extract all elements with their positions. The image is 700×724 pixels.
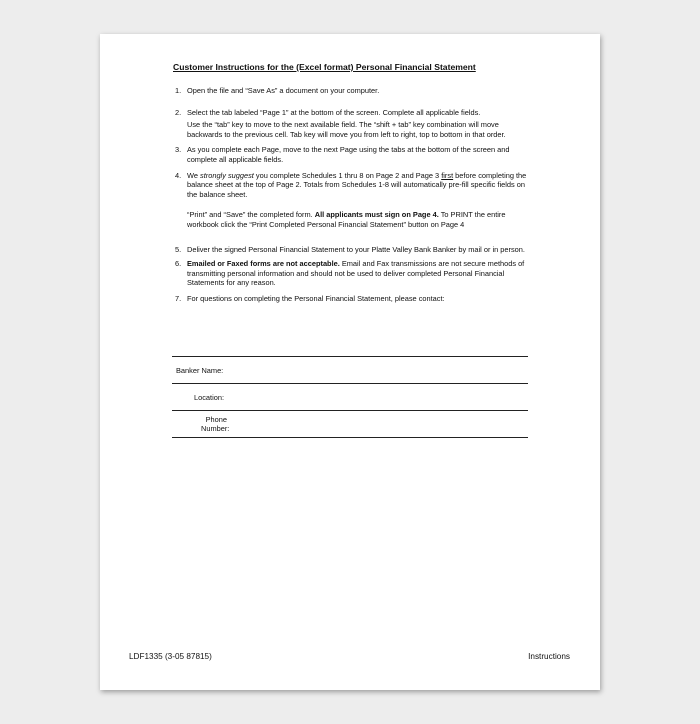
location-row: [172, 383, 528, 410]
emphasis-text: strongly suggest: [200, 170, 254, 180]
instruction-list: [175, 86, 530, 304]
instruction-item-2: [175, 108, 530, 140]
footer-form-number: LDF1335 (3-05 87815): [129, 652, 212, 661]
item-number: 7.: [175, 293, 182, 303]
text-part: “Print” and “Save” the completed form.: [187, 210, 315, 220]
item-number: 6.: [175, 259, 182, 269]
text-part: Email and Fax transmissions are not secure methods of transmitting personal information and should not be used to deliver completed Personal Financial Statements for any reason.: [187, 259, 525, 288]
bold-text: All applicants must sign on Page 4.: [314, 210, 439, 220]
instruction-item-3: [175, 145, 530, 164]
item-number: 1.: [175, 86, 182, 95]
item-text: Select the tab labeled “Page 1” at the bottom of the screen. Complete all applicable fields.: [187, 107, 481, 117]
text-part: We: [187, 170, 201, 180]
item-number: 3.: [175, 145, 182, 155]
phone-label-line2: Number:: [201, 424, 230, 433]
instruction-item-5: [175, 245, 530, 255]
item-text: [187, 259, 530, 288]
contact-table: [172, 356, 528, 438]
banker-name-label: Banker Name:: [176, 366, 224, 375]
location-label: Location:: [194, 393, 224, 402]
item-text: [187, 171, 530, 200]
item-number: 2.: [175, 107, 182, 117]
item-text: Open the file and “Save As” a document on your computer.: [187, 86, 380, 95]
item-number: 4.: [175, 170, 182, 180]
instruction-item-1: [175, 86, 530, 96]
instruction-item-7: [175, 294, 530, 304]
item-text: For questions on completing the Personal Financial Statement, please contact:: [187, 293, 445, 303]
footer-page-label: Instructions: [528, 652, 570, 661]
item-number: 5.: [175, 244, 182, 254]
phone-label: [201, 415, 230, 433]
text-part: To PRINT the entire workbook click the “Print Completed Personal Financial Statement” button on Page 4: [187, 210, 506, 229]
bold-text: Emailed or Faxed forms are not acceptable.: [187, 259, 340, 269]
item-subtext: Use the “tab” key to move to the next available field. The “shift + tab” key combination will move backwards to the previous cell. Tab key will move you from left to right, top to bottom in that order.: [187, 120, 506, 139]
document-page: [100, 34, 600, 690]
item-text: As you complete each Page, move to the next Page using the tabs at the bottom of the screen and complete all applicable fields.: [187, 145, 510, 164]
phone-row: [172, 410, 528, 438]
instruction-item-4: [175, 171, 530, 230]
banker-name-row: [172, 356, 528, 383]
instruction-item-6: [175, 259, 530, 288]
text-part: you complete Schedules 1 thru 8 on Page 2 and Page 3: [253, 170, 442, 180]
document-title: Customer Instructions for the (Excel format) Personal Financial Statement: [173, 62, 476, 72]
item-text: Deliver the signed Personal Financial Statement to your Platte Valley Bank Banker by mail or in person.: [187, 244, 525, 254]
text-part: before completing the balance sheet at the top of Page 2. Totals from Schedules 1-8 will automatically pre-fill specific fields on the balance sheet.: [187, 170, 527, 199]
underlined-text: first: [441, 170, 454, 180]
phone-label-line1: Phone: [205, 415, 227, 424]
item-note: [187, 210, 530, 229]
